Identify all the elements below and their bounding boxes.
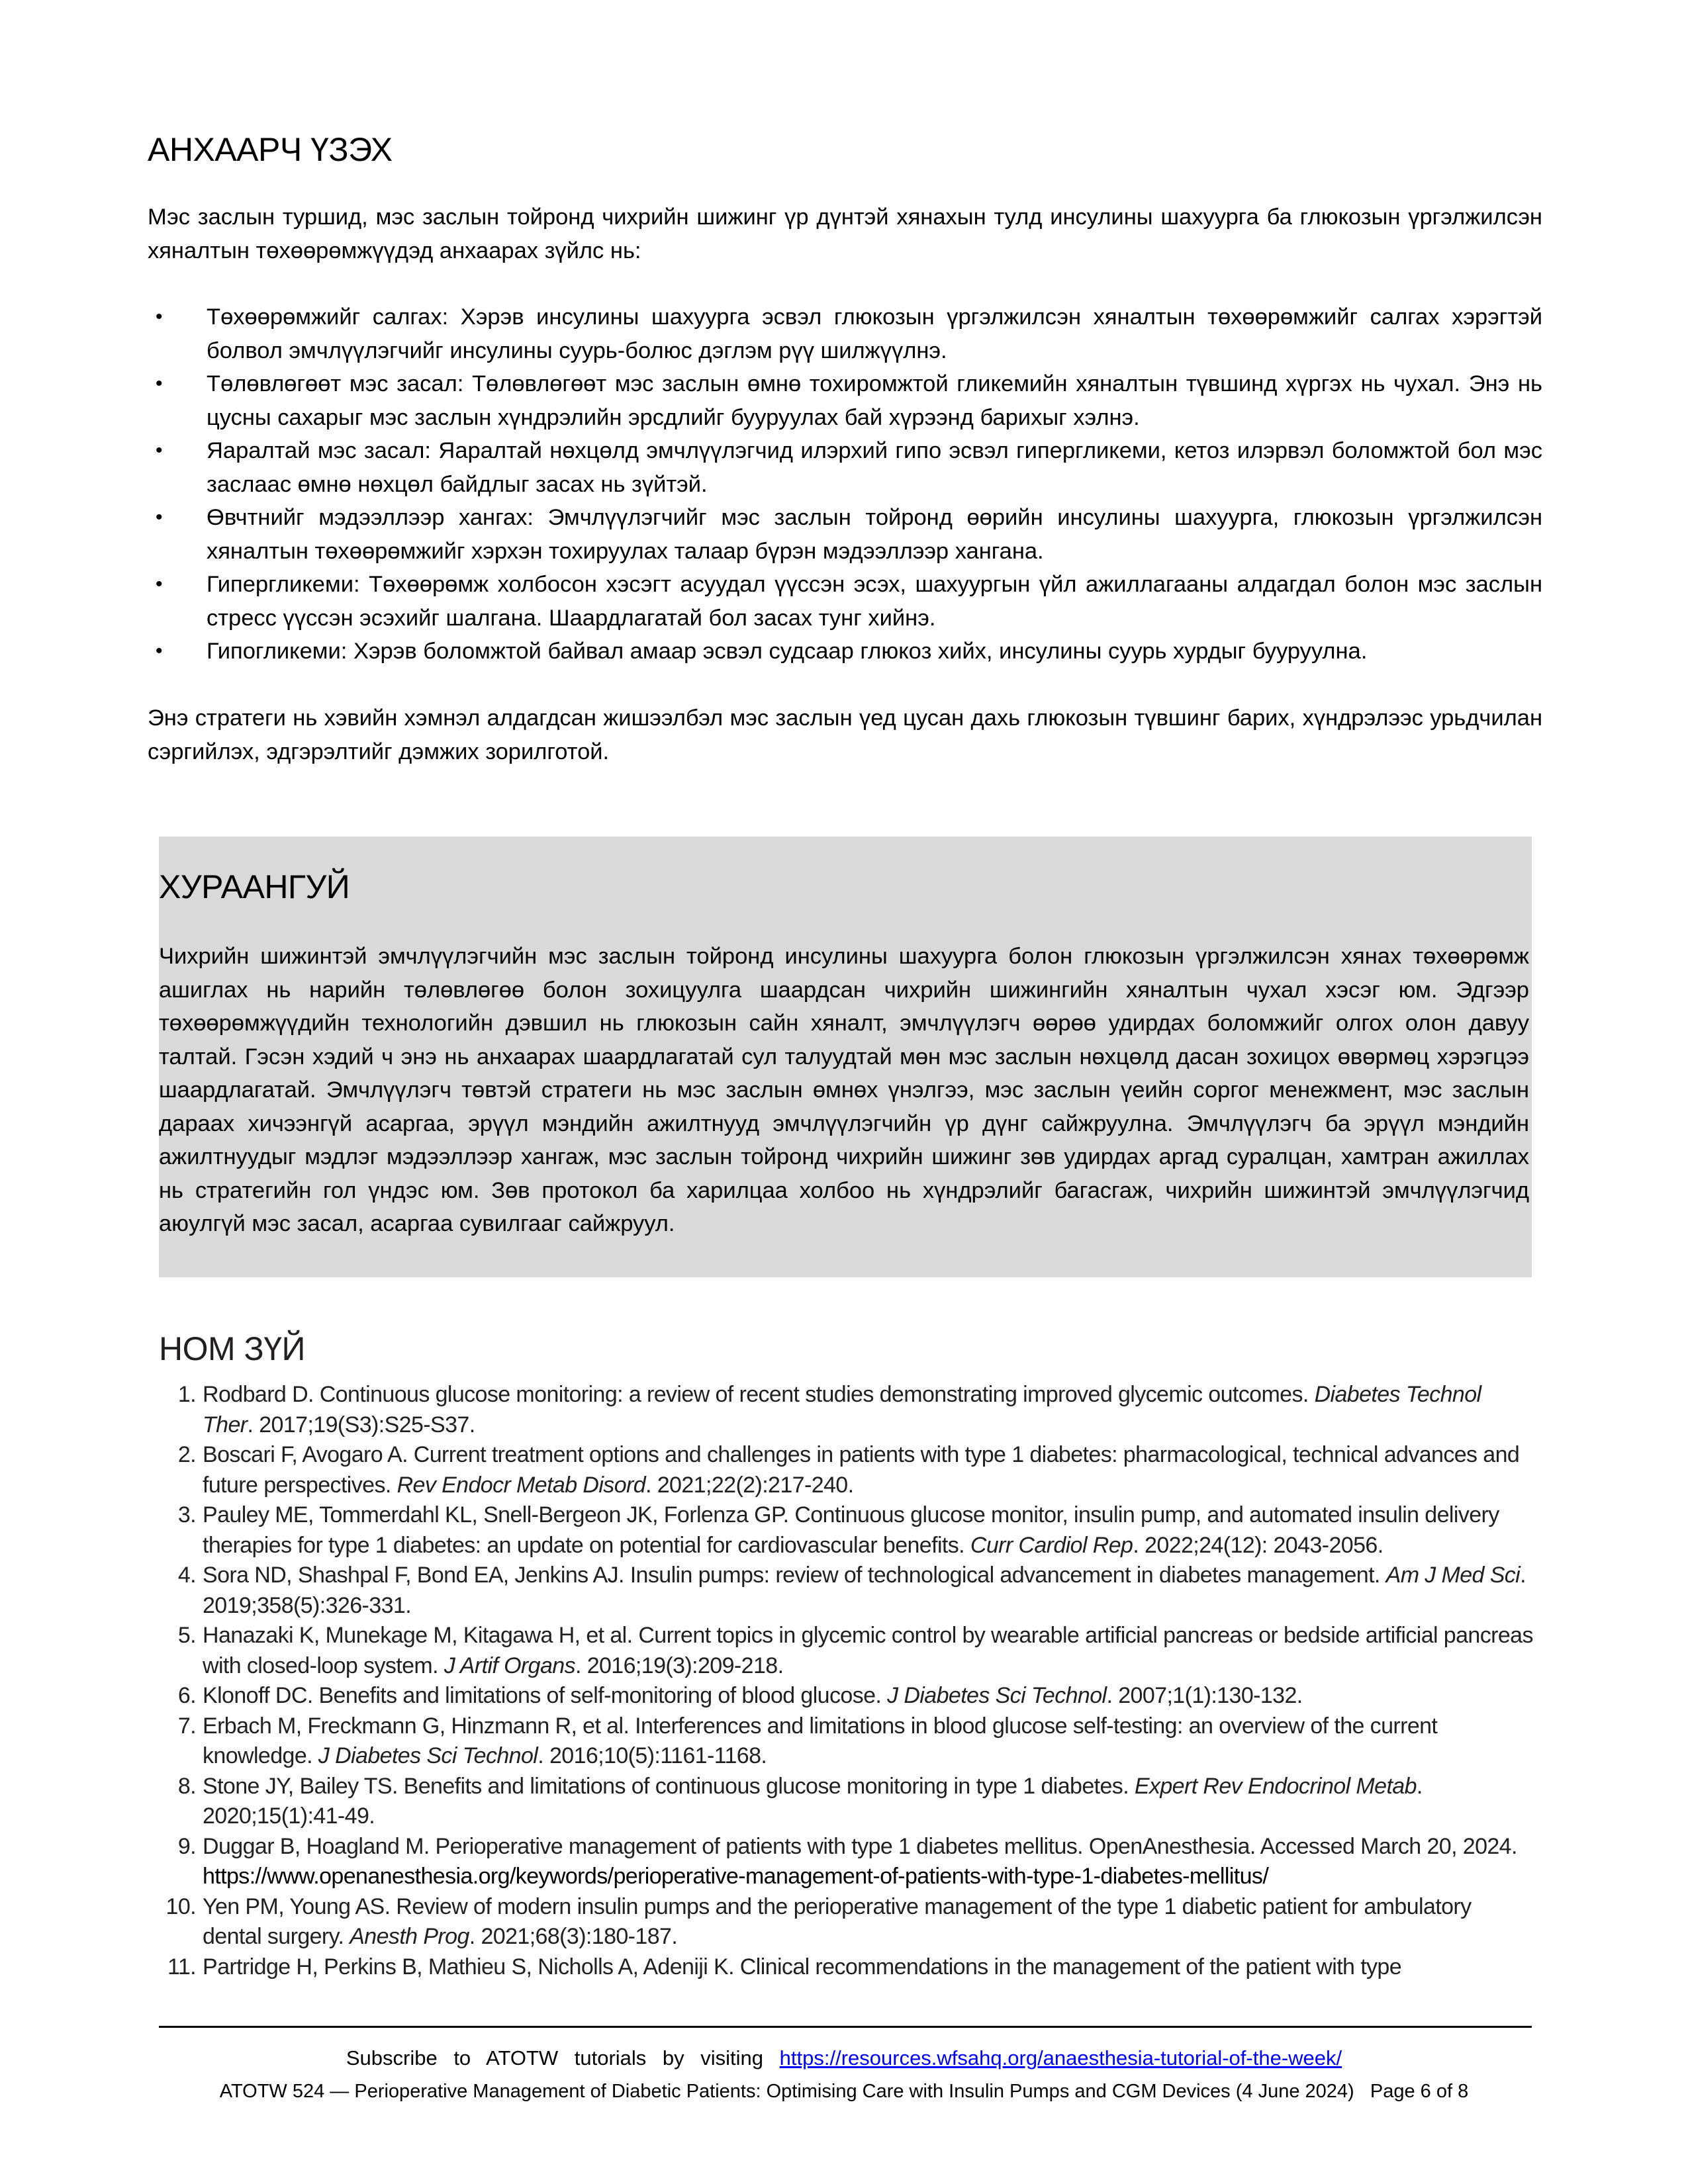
reference-text: Erbach M, Freckmann G, Hinzmann R, et al. Interferences and limitations in blood glucose self-testing: an overview of the current knowledge. bbox=[203, 1713, 1438, 1768]
bullet-item-patient-education: • Өвчтнийг мэдээллээр хангах: Эмчлүүлэгчийг мэс заслын тойронд өөрийн инсулины шахуурга, глюкозын үргэлжилсэн хяналтын төхөөрөмжийг хэрхэн тохируулах талаар бүрэн мэдээллээр хангана. bbox=[148, 501, 1542, 568]
reference-citation: . 2021;22(2):217-240. bbox=[645, 1472, 854, 1498]
summary-heading: ХУРААНГУЙ bbox=[159, 868, 350, 905]
caution-bullet-list bbox=[148, 300, 1542, 668]
bullet-item-hypoglycemia: • Гипогликеми: Хэрэв боломжтой байвал амаар эсвэл судсаар глюкоз хийх, инсулины суурь хурдыг бууруулна. bbox=[148, 635, 1542, 668]
reference-text: Partridge H, Perkins B, Mathieu S, Nicholls A, Adeniji K. Clinical recommendations in the management of the patient with type bbox=[203, 1954, 1402, 1979]
footer-divider bbox=[159, 2026, 1532, 2028]
reference-number: 4. bbox=[177, 1563, 196, 1588]
reference-journal: Diabetes Technol Ther bbox=[203, 1382, 1481, 1437]
summary-paragraph: Чихрийн шижинтэй эмчлүүлэгчийн мэс заслын тойронд инсулины шахуурга болон глюкозын үргэлжилсэн хянах төхөөрөмж ашиглах нь нарийн төлөвлөгөө болон зохицуулга шаардсан чихрийн шижингийн хяналтын чухал хэсэг юм. Эдгээр төхөөрөмжүүдийн технологийн дэвшил нь глюкозын сайн хяналт, эмчлүүлэгч өөрөө удирдах боломжийг олгох олон давуу талтай. Гэсэн хэдий ч энэ нь анхаарах шаардлагатай сул талуудтай мөн мэс заслын нөхцөлд дасан зохицох өвөрмөц хэрэгцээ шаардлагатай. Эмчлүүлэгч төвтэй стратеги нь мэс заслын өмнөх үнэлгээ, мэс заслын үеийн соргог менежмент, мэс заслын дараах хичээнгүй асаргаа, эрүүл мэндийн ажилтнууд эмчлүүлэгчийн үр дүнг сайжруулна. Эмчлүүлэгч ба эрүүл мэндийн ажилтнуудыг мэдлэг мэдээллээр хангаж, мэс заслын тойронд чихрийн шижинг зөв удирдах аргад суралцан, хамтран ажиллах нь стратегийн гол үндэс юм. Зөв протокол ба харилцаа холбоо нь хүндрэлийг багасгаж, чихрийн шижинтэй эмчлүүлэгчид аюулгүй мэс засал, асаргаа сувилгааг сайжруул. bbox=[159, 944, 1529, 1236]
footer-subscribe-link[interactable]: https://resources.wfsahq.org/anaesthesia-tutorial-of-the-week/ bbox=[779, 2046, 1342, 2070]
reference-journal: Expert Rev Endocrinol Metab bbox=[1134, 1773, 1417, 1799]
reference-number: 9. bbox=[177, 1833, 196, 1859]
reference-number: 11. bbox=[167, 1954, 196, 1979]
bullet-icon: • bbox=[156, 373, 163, 394]
reference-text: Rodbard D. Continuous glucose monitoring: a review of recent studies demonstrating improved glycemic outcomes. bbox=[203, 1382, 1315, 1407]
reference-number: 6. bbox=[177, 1683, 196, 1708]
footer-subscribe-text: Subscribe to ATOTW tutorials by visiting bbox=[346, 2046, 764, 2070]
reference-number: 1. bbox=[177, 1382, 196, 1407]
reference-url[interactable]: https://www.openanesthesia.org/keywords/perioperative-management-of-patients-with-type-1-diabetes-mellitus/ bbox=[203, 1864, 1269, 1889]
reference-citation: . 2021;68(3):180-187. bbox=[469, 1924, 678, 1949]
reference-citation: . 2022;24(12): 2043-2056. bbox=[1133, 1532, 1383, 1558]
reference-citation: . 2017;19(S3):S25-S37. bbox=[247, 1412, 475, 1437]
reference-item bbox=[159, 1711, 1533, 1772]
reference-citation: . 2016;19(3):209-218. bbox=[575, 1653, 784, 1678]
reference-item bbox=[159, 1892, 1533, 1952]
reference-journal: J Artif Organs bbox=[444, 1653, 575, 1678]
bullet-icon: • bbox=[156, 640, 163, 662]
reference-journal: J Diabetes Sci Technol bbox=[318, 1743, 538, 1768]
references-list bbox=[159, 1380, 1533, 1982]
reference-text: Hanazaki K, Munekage M, Kitagawa H, et al. Current topics in glycemic control by wearable artificial pancreas or bedside artificial pancreas with closed-loop system. bbox=[203, 1623, 1533, 1678]
caution-outro-paragraph: Энэ стратеги нь хэвийн хэмнэл алдагдсан жишээлбэл мэс заслын үед цусан дахь глюкозын түвшинг барих, хүндрэлээс урьдчилан сэргийлэх, эдгэрэлтийг дэмжих зорилготой. bbox=[148, 705, 1542, 764]
bullet-item-elective-surgery: • Төлөвлөгөөт мэс засал: Төлөвлөгөөт мэс заслын өмнө тохиромжтой гликемийн хяналтын түвшинд хүргэх нь чухал. Энэ нь цусны сахарыг мэс заслын хүндрэлийн эрсдлийг бууруулах бай хүрээнд барихыг хэлнэ. bbox=[148, 367, 1542, 434]
reference-text: Boscari F, Avogaro A. Current treatment options and challenges in patients with type 1 diabetes: pharmacological, technical advances and future perspectives. bbox=[203, 1442, 1520, 1498]
reference-text: Yen PM, Young AS. Review of modern insulin pumps and the perioperative management of the type 1 diabetic patient for ambulatory dental surgery. bbox=[203, 1893, 1472, 1949]
bullet-icon: • bbox=[156, 506, 163, 528]
reference-journal: Am J Med Sci bbox=[1385, 1563, 1521, 1588]
bullet-item-emergency-surgery: • Яаралтай мэс засал: Яаралтай нөхцөлд эмчлүүлэгчид илэрхий гипо эсвэл гипергликеми, кетоз илэрвэл боломжтой бол мэс заслаас өмнө нөхцөл байдлыг засах нь зүйтэй. bbox=[148, 434, 1542, 501]
reference-text: Sora ND, Shashpal F, Bond EA, Jenkins AJ. Insulin pumps: review of technological advancement in diabetes management. bbox=[203, 1563, 1386, 1588]
bullet-icon: • bbox=[156, 573, 163, 595]
footer-subscribe-line bbox=[0, 2045, 1688, 2071]
reference-text: Pauley ME, Tommerdahl KL, Snell-Bergeon JK, Forlenza GP. Continuous glucose monitor, insulin pump, and automated insulin delivery therapies for type 1 diabetes: an update on potential for cardiovascular benefits. bbox=[203, 1502, 1499, 1558]
bullet-item-hyperglycemia: • Гипергликеми: Төхөөрөмж холбосон хэсэгт асуудал үүссэн эсэх, шахуургын үйл ажиллагааны алдагдал болон мэс заслын стресс үүссэн эсэхийг шалгана. Шаардлагатай бол засах тунг хийнэ. bbox=[148, 568, 1542, 635]
reference-item bbox=[159, 1380, 1533, 1440]
footer-document-meta: ATOTW 524 — Perioperative Management of Diabetic Patients: Optimising Care with Insulin Pumps and CGM Devices (4 June 2024) Page 6 of 8 bbox=[219, 2081, 1469, 2102]
reference-number: 7. bbox=[177, 1713, 196, 1739]
reference-journal: J Diabetes Sci Technol bbox=[887, 1683, 1107, 1708]
reference-number: 3. bbox=[177, 1502, 196, 1527]
caution-intro-paragraph: Мэс заслын туршид, мэс заслын тойронд чихрийн шижинг үр дүнтэй хянахын тулд инсулины шахуурга ба глюкозын үргэлжилсэн хяналтын төхөөрөмжүүдэд анхаарах зүйлс нь: bbox=[148, 205, 1542, 263]
reference-item bbox=[159, 1772, 1533, 1832]
reference-item bbox=[159, 1952, 1533, 1983]
reference-text: Duggar B, Hoagland M. Perioperative management of patients with type 1 diabetes mellitus. OpenAnesthesia. Accessed March 20, 2024. bbox=[203, 1833, 1517, 1859]
reference-item bbox=[159, 1561, 1533, 1621]
reference-item bbox=[159, 1500, 1533, 1561]
reference-number: 10. bbox=[165, 1893, 196, 1919]
reference-text: Stone JY, Bailey TS. Benefits and limitations of continuous glucose monitoring in type 1 diabetes. bbox=[203, 1773, 1135, 1799]
reference-text: Klonoff DC. Benefits and limitations of self-monitoring of blood glucose. bbox=[203, 1683, 888, 1708]
reference-item bbox=[159, 1832, 1533, 1892]
bullet-item-disconnect-device: • Төхөөрөмжийг салгах: Хэрэв инсулины шахуурга эсвэл глюкозын үргэлжилсэн хяналтын төхөөрөмжийг салгах хэрэгтэй болвол эмчлүүлэгчийг инсулины суурь-болюс дэглэм рүү шилжүүлнэ. bbox=[148, 300, 1542, 367]
reference-number: 5. bbox=[177, 1623, 196, 1648]
bullet-icon: • bbox=[156, 306, 163, 328]
reference-journal: Rev Endocr Metab Disord bbox=[397, 1472, 646, 1498]
reference-citation: . 2019;358(5):326-331. bbox=[203, 1563, 1526, 1618]
reference-item bbox=[159, 1621, 1533, 1681]
reference-journal: Curr Cardiol Rep bbox=[970, 1532, 1133, 1558]
reference-number: 8. bbox=[177, 1773, 196, 1799]
reference-citation: . 2007;1(1):130-132. bbox=[1106, 1683, 1303, 1708]
reference-citation: . 2016;10(5):1161-1168. bbox=[538, 1743, 767, 1768]
references-heading: НОМ ЗҮЙ bbox=[159, 1330, 305, 1367]
reference-item bbox=[159, 1440, 1533, 1500]
reference-number: 2. bbox=[177, 1442, 196, 1467]
bullet-icon: • bbox=[156, 439, 163, 461]
reference-citation: . 2020;15(1):41-49. bbox=[203, 1773, 1423, 1829]
reference-item bbox=[159, 1681, 1533, 1711]
reference-journal: Anesth Prog bbox=[350, 1924, 469, 1949]
caution-heading: АНХААРЧ ҮЗЭХ bbox=[148, 131, 393, 168]
